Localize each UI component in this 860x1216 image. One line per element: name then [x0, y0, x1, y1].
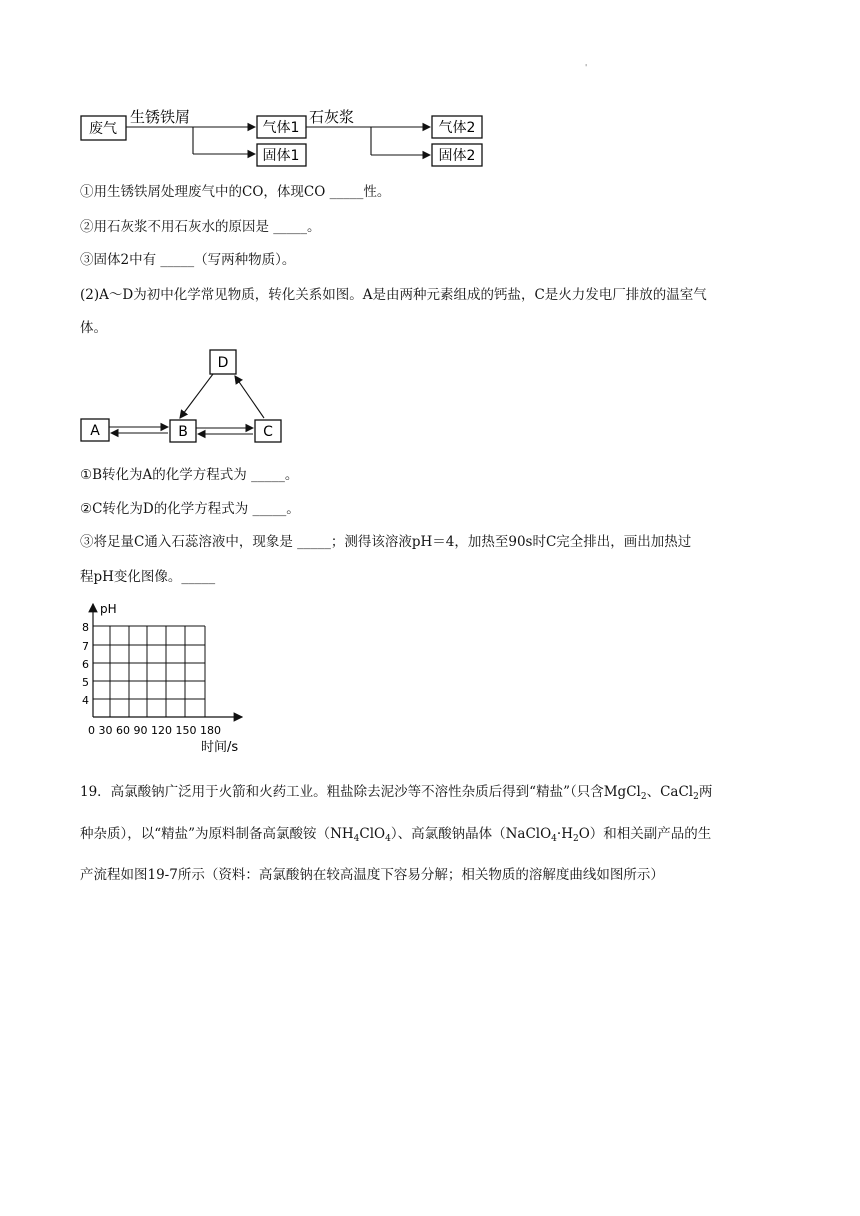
- node-d-label: D: [217, 355, 229, 371]
- formula-cacl2: CaCl$_2$: [660, 784, 699, 802]
- question-19-line-2: [80, 815, 780, 858]
- node-b-label: B: [178, 424, 188, 440]
- y-tick-5: 5: [82, 676, 89, 689]
- question-1-line-2: ②用石灰浆不用石灰水的原因是 _____。: [80, 219, 321, 235]
- page-mark: ': [585, 63, 588, 72]
- q19-sep: 、: [646, 784, 661, 800]
- question-2-line-2: ②C转化为D的化学方程式为 _____。: [80, 501, 300, 517]
- q19-text-2b: ）、高氯酸钠晶体（: [390, 826, 506, 842]
- question-2-intro-line-2: 体。: [80, 320, 107, 336]
- formula-mgcl2: MgCl$_2$: [603, 784, 647, 802]
- node-a-label: A: [90, 423, 100, 439]
- label-waste-gas: 废气: [89, 121, 117, 137]
- question-1-line-3: ③固体2中有 _____（写两种物质）。: [80, 252, 296, 268]
- question-1-line-1: ①用生锈铁屑处理废气中的CO，体现CO _____性。: [80, 184, 391, 200]
- y-tick-4: 4: [82, 694, 89, 707]
- formula-nh4clo4: $NH_4ClO_4$: [330, 826, 391, 844]
- label-solid1: 固体1: [262, 148, 300, 164]
- arrow-d-to-b: [180, 374, 213, 418]
- node-c-label: C: [263, 424, 273, 440]
- question-2-line-1: ①B转化为A的化学方程式为 _____。: [80, 467, 299, 483]
- question-2-intro-line-1: (2)A～D为初中化学常见物质，转化关系如图。A是由两种元素组成的钙盐，C是火力发电厂排放的温室气: [80, 287, 707, 303]
- y-tick-8: 8: [82, 621, 89, 634]
- x-axis-label: 时间/s: [201, 740, 239, 755]
- y-axis-label: pH: [100, 602, 117, 616]
- label-rusty-iron: 生锈铁屑: [130, 108, 191, 126]
- label-gas2: 气体2: [438, 120, 476, 136]
- question-2-line-3a: ③将足量C通入石蕊溶液中，现象是 _____；测得该溶液pH＝4，加热至90s时C完全排出，画出加热过: [80, 534, 692, 550]
- label-solid2: 固体2: [438, 148, 476, 164]
- q19-text-2c: ）和相关副产品的生: [589, 826, 712, 842]
- grid-lines: [93, 626, 205, 717]
- q19-text-2a: 种杂质），以“精盐”为原料制备高氯酸铵（: [80, 826, 331, 842]
- question-19-line-3: 产流程如图19-7所示（资料：高氯酸钠在较高温度下容易分解；相关物质的溶解度曲线如图所示）: [80, 867, 664, 883]
- ph-answer-grid: [76, 598, 251, 756]
- y-tick-7: 7: [82, 640, 89, 653]
- label-lime-slurry: 石灰浆: [309, 108, 355, 126]
- q19-text-1a: 19．高氯酸钠广泛用于火箭和火药工业。粗盐除去泥沙等不溶性杂质后得到“精盐”（只含: [80, 784, 604, 800]
- x-ticks: 0 30 60 90 120 150 180: [88, 724, 221, 737]
- label-gas1: 气体1: [262, 120, 300, 136]
- abcd-relation-diagram: [80, 348, 290, 446]
- formula-naclo4-h2o: $NaClO_4\cdot H_2O$: [505, 826, 590, 844]
- question-19-line-1: [80, 773, 780, 816]
- question-2-line-3b: 程pH变化图像。_____: [80, 569, 216, 585]
- flow-diagram-waste-gas: [80, 104, 500, 170]
- arrow-c-to-d: [235, 376, 264, 418]
- y-tick-6: 6: [82, 658, 89, 671]
- q19-text-1b: 两: [698, 784, 713, 800]
